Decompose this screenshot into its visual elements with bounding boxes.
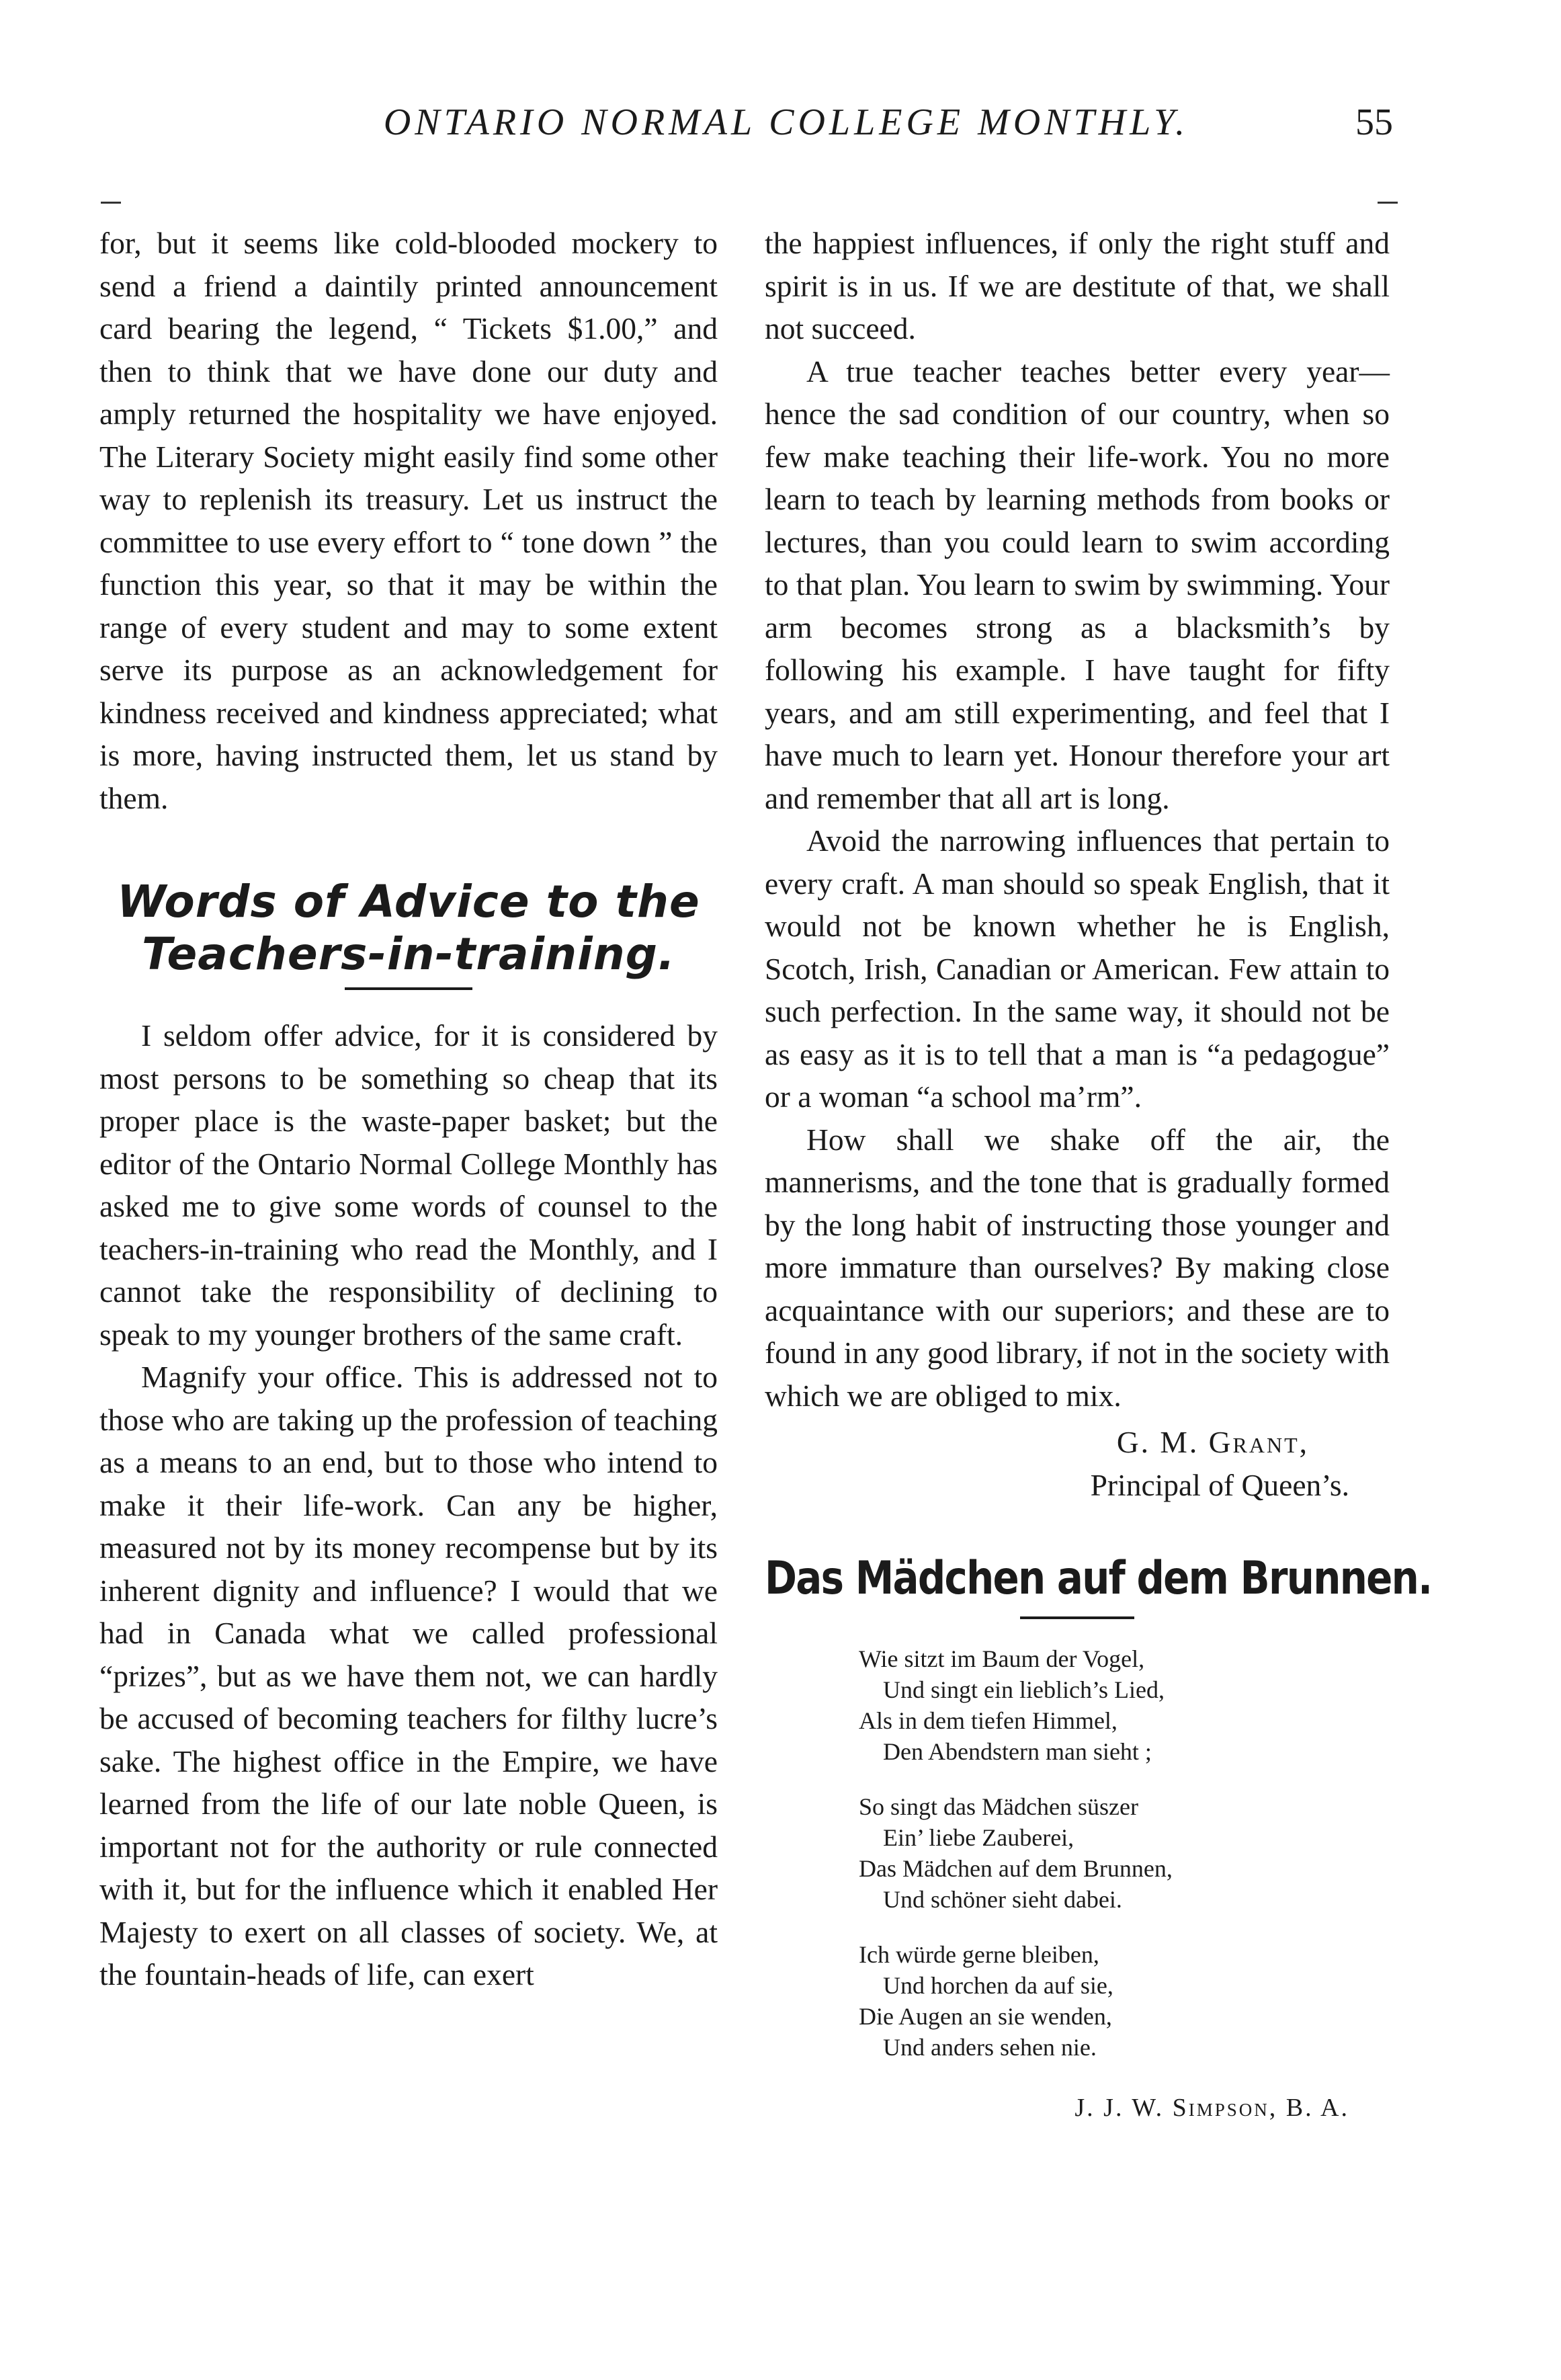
poem-line: Das Mädchen auf dem Brunnen, — [859, 1854, 1173, 1882]
article-title: Words of Advice to the Teachers-in-training. — [117, 876, 700, 980]
poem-stanza-2 — [859, 1791, 1390, 1915]
running-head: ONTARIO NORMAL COLLEGE MONTHLY. — [383, 101, 1189, 143]
author-name: G. M. Grant, — [1116, 1425, 1309, 1459]
poem-line: Und schöner sieht dabei. — [883, 1885, 1122, 1913]
article-paragraph-3: the happiest influences, if only the right stuff and spirit is in us. If we are destitute of that, we shall not succeed. — [765, 226, 1390, 345]
article-paragraph-2: Magnify your office. This is addressed not to those who are taking up the profession of teaching as a means to an end, but to those who intend to make it their life-work. Can any be higher, measured not by its money recompense but by its inherent dignity and influence? I would that we had in Canada what we called professional “prizes”, but as we have them not, we can hardly be accused of becoming teachers for filthy lucre’s sake. The highest office in the Empire, we have learned from the life of our late noble Queen, is important not for the authority or rule connected with it, but for the influence which it enabled Her Majesty to exert on all classes of society. We, at the fountain-heads of life, can exert — [99, 1360, 718, 1992]
poem-rule — [1020, 1616, 1134, 1619]
poem-line: Ein’ liebe Zauberei, — [883, 1823, 1074, 1851]
left-column — [99, 222, 718, 1996]
poem-line: Die Augen an sie wenden, — [859, 2002, 1112, 2030]
right-column — [765, 222, 1432, 2129]
column-marker-left — [101, 202, 121, 204]
article-paragraph-6: How shall we shake off the air, the mannerisms, and the tone that is gradually formed by the long habit of instructing those younger and more immature than ourselves? By making close acquaintance with our superiors; and these are to found in any good library, if not in the society with which we are obliged to mix. — [765, 1122, 1390, 1413]
poem-line: Und horchen da auf sie, — [883, 1971, 1113, 1999]
poem-line: Und anders sehen nie. — [883, 2033, 1097, 2061]
poem-line: Wie sitzt im Baum der Vogel, — [859, 1645, 1145, 1672]
poem-stanza-1 — [859, 1643, 1390, 1767]
page-number: 55 — [1355, 101, 1393, 143]
poem-line: So singt das Mädchen süszer — [859, 1793, 1138, 1820]
poem-title: Das Mädchen auf dem Brunnen. — [765, 1552, 1432, 1605]
poem-author: J. J. W. Simpson, B. A. — [1074, 2093, 1349, 2122]
article-paragraph-5: Avoid the narrowing influences that pertain to every craft. A man should so speak English, that it would not be known whether he is English, Scotch, Irish, Canadian or American. Few attain to such perfection. In the same way, it should not be as easy as it is to tell that a man is “a pedagogue” or a woman “a school ma’rm”. — [765, 823, 1390, 1114]
article-paragraph-4: A true teacher teaches better every year—hence the sad condition of our country, when so few make teaching their life-work. You no more learn to teach by learning methods from books or lectures, than you could learn to swim according to that plan. You learn to swim by swimming. Your arm becomes strong as a blacksmith’s by following his example. I have taught for fifty years, and am still experimenting, and feel that I have much to learn yet. Honour therefore your art and remember that all art is long. — [765, 354, 1390, 815]
poem-line: Den Abendstern man sieht ; — [883, 1737, 1152, 1765]
poem-line: Als in dem tiefen Himmel, — [859, 1707, 1117, 1734]
author-title: Principal of Queen’s. — [1090, 1467, 1349, 1502]
poem-stanza-3 — [859, 1939, 1390, 2063]
continuation-paragraph: for, but it seems like cold-blooded mockery to send a friend a daintily printed announcement card bearing the legend, “ Tickets $1.00,” and then to think that we have done our duty and amply returned the hospitality we have enjoyed. The Literary Society might easily find some other way to replenish its treasury. Let us instruct the committee to use every effort to “ tone down ” the function this year, so that it may be within the range of every student and may to some extent serve its purpose as an acknowledgement for kindness received and kindness appreciated; what is more, having instructed them, let us stand by them. — [99, 226, 718, 815]
poem-line: Und singt ein lieblich’s Lied, — [883, 1676, 1165, 1703]
title-rule — [345, 987, 472, 990]
article-paragraph-1: I seldom offer advice, for it is considered by most persons to be something so cheap that its proper place is the waste-paper basket; but the editor of the Ontario Normal College Monthly has asked me to give some words of counsel to the teachers-in-training who read the Monthly, and I cannot take the responsibility of declining to speak to my younger brothers of the same craft. — [99, 1018, 718, 1352]
poem — [765, 1643, 1390, 2063]
column-marker-right — [1378, 202, 1398, 204]
poem-line: Ich würde gerne bleiben, — [859, 1940, 1099, 1968]
